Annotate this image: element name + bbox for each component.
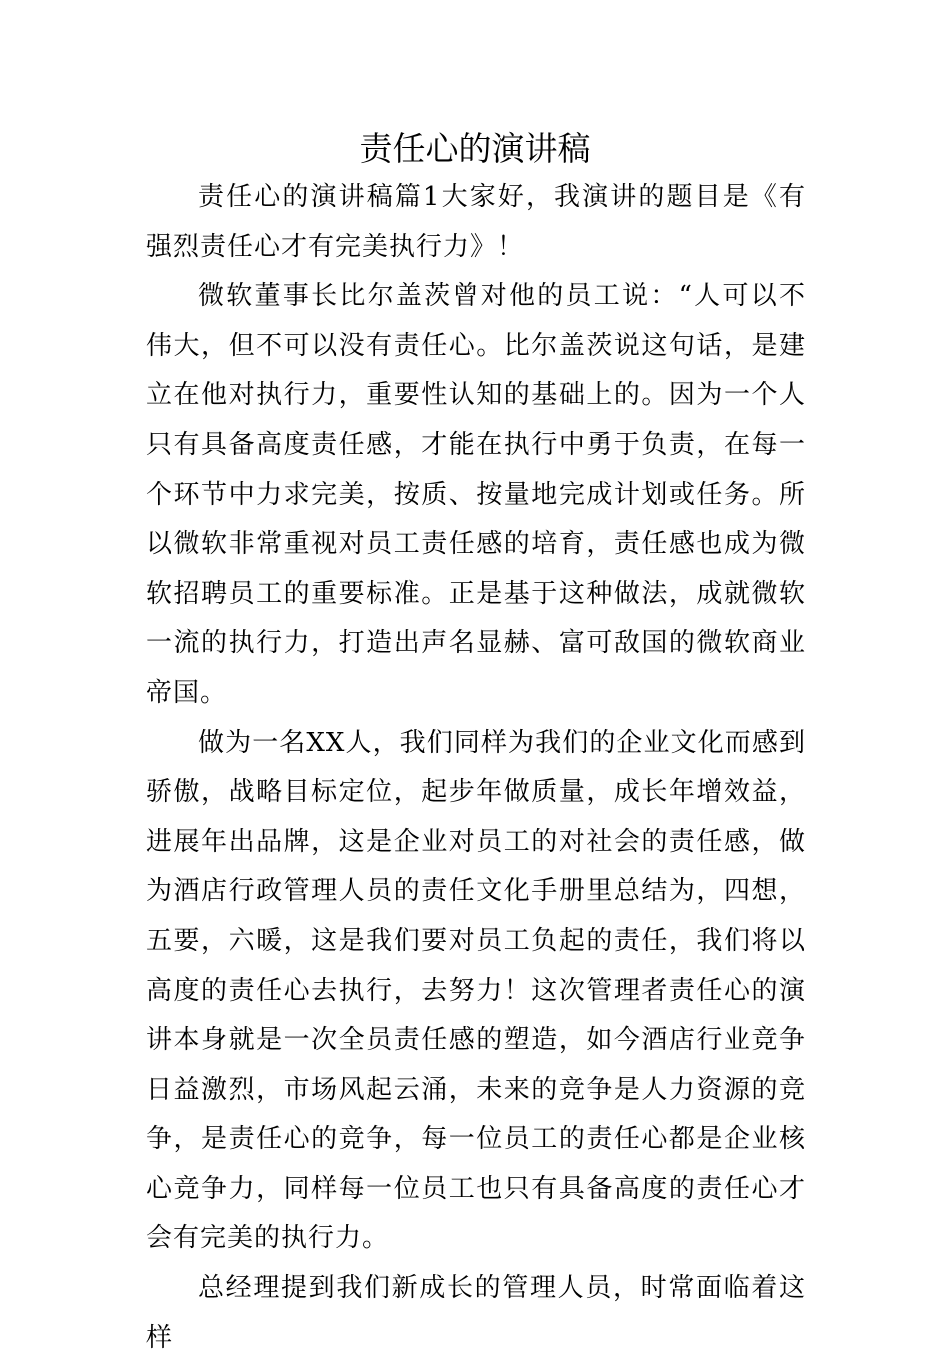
paragraph: 微软董事长比尔盖茨曾对他的员工说：“人可以不伟大，但不可以没有责任心。比尔盖茨说这句话，是建立在他对执行力，重要性认知的基础上的。因为一个人只有具备高度责任感，才能在执行中勇于负责，在每一个环节中力求完美，按质、按量地完成计划或任务。所以微软非常重视对员工责任感的培育，责任感也成为微软招聘员工的重要标准。正是基于这种做法，成就微软一流的执行力，打造出声名显赫、富可敌国的微软商业帝国。	[146, 281, 806, 708]
paragraph: 做为一名XX人，我们同样为我们的企业文化而感到骄傲，战略目标定位，起步年做质量，成长年增效益，进展年出品牌，这是企业对员工的对社会的责任感，做为酒店行政管理人员的责任文化手册里总结为，四想，五要，六暖，这是我们要对员工负起的责任，我们将以高度的责任心去执行，去努力！这次管理者责任心的演讲本身就是一次全员责任感的塑造，如今酒店行业竞争日益激烈，市场风起云涌，未来的竞争是人力资源的竞争，是责任心的竞争，每一位员工的责任心都是企业核心竞争力，同样每一位员工也只有具备高度的责任心才会有完美的执行力。	[146, 727, 806, 1254]
document-title: 责任心的演讲稿	[359, 129, 591, 168]
paragraph: 总经理提到我们新成长的管理人员，时常面临着这样	[146, 1273, 806, 1353]
document-body	[146, 173, 806, 1363]
paragraph: 责任心的演讲稿篇1大家好，我演讲的题目是《有强烈责任心才有完美执行力》！	[146, 182, 806, 262]
